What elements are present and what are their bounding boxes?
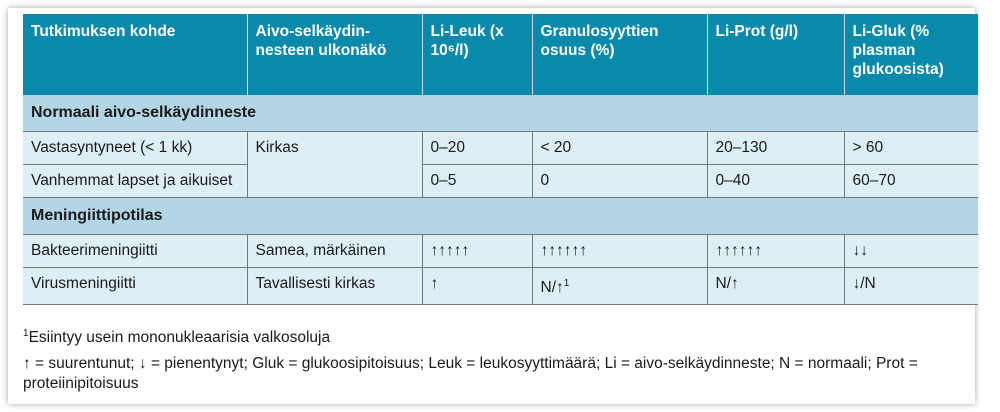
section-row — [23, 95, 978, 132]
cell: 60–70 — [844, 165, 978, 198]
cell: 0–20 — [422, 132, 532, 165]
cell: 0–5 — [422, 165, 532, 198]
header-cell: Li-Prot (g/l) — [707, 14, 844, 95]
section-row — [23, 198, 978, 235]
cell: 20–130 — [707, 132, 844, 165]
section-title: Normaali aivo-selkäydinneste — [23, 95, 978, 132]
cell: Virusmeningiitti — [23, 268, 247, 305]
cell: > 60 — [844, 132, 978, 165]
footnote-text: Esiintyy usein mononukleaarisia valkosoluja — [28, 329, 331, 347]
cell: ↑↑↑↑↑ — [422, 235, 532, 268]
cell-text: N/↑ — [540, 279, 564, 297]
cell: ↓/N — [844, 268, 978, 305]
cell: Vanhemmat lapset ja aikuiset — [23, 165, 247, 198]
header-cell: Li-Gluk (% plasman glukoosista) — [844, 14, 978, 95]
abbreviation-legend: ↑ = suurentunut; ↓ = pienentynyt; Gluk = glukoosipitoisuus; Leuk = leukosyyttimäärä; Li = aivo-selkäydinneste; N = normaali; Prot = proteiinipitoisuus — [23, 355, 918, 393]
section-title: Meningiittipotilas — [23, 198, 978, 235]
header-cell: Granulosyyttien osuus (%) — [532, 14, 707, 95]
cell: N/↑ — [707, 268, 844, 305]
table-row — [23, 132, 978, 165]
header-row — [23, 14, 978, 95]
cell: 0 — [532, 165, 707, 198]
table-row — [23, 235, 978, 268]
footnote — [23, 324, 973, 348]
cell: 0–40 — [707, 165, 844, 198]
cell: ↑ — [422, 268, 532, 305]
table-notes — [23, 324, 973, 400]
cell: Kirkas — [247, 132, 422, 198]
cell: Tavallisesti kirkas — [247, 268, 422, 305]
cell: ↑↑↑↑↑↑ — [532, 235, 707, 268]
header-cell: Aivo-selkäydin-nesteen ulkonäkö — [247, 14, 422, 95]
table-row — [23, 268, 978, 305]
cell — [532, 268, 707, 305]
cell: ↓↓ — [844, 235, 978, 268]
cell: Vastasyntyneet (< 1 kk) — [23, 132, 247, 165]
header-cell: Tutkimuksen kohde — [23, 14, 247, 95]
csf-table — [23, 14, 978, 305]
header-cell: Li-Leuk (x 10⁶/l) — [422, 14, 532, 95]
footnote-ref: 1 — [563, 278, 570, 289]
cell: Samea, märkäinen — [247, 235, 422, 268]
footnote-marker: 1 — [23, 328, 29, 339]
cell: ↑↑↑↑↑↑ — [707, 235, 844, 268]
cell: < 20 — [532, 132, 707, 165]
cell: Bakteerimeningiitti — [23, 235, 247, 268]
table-row — [23, 165, 978, 198]
